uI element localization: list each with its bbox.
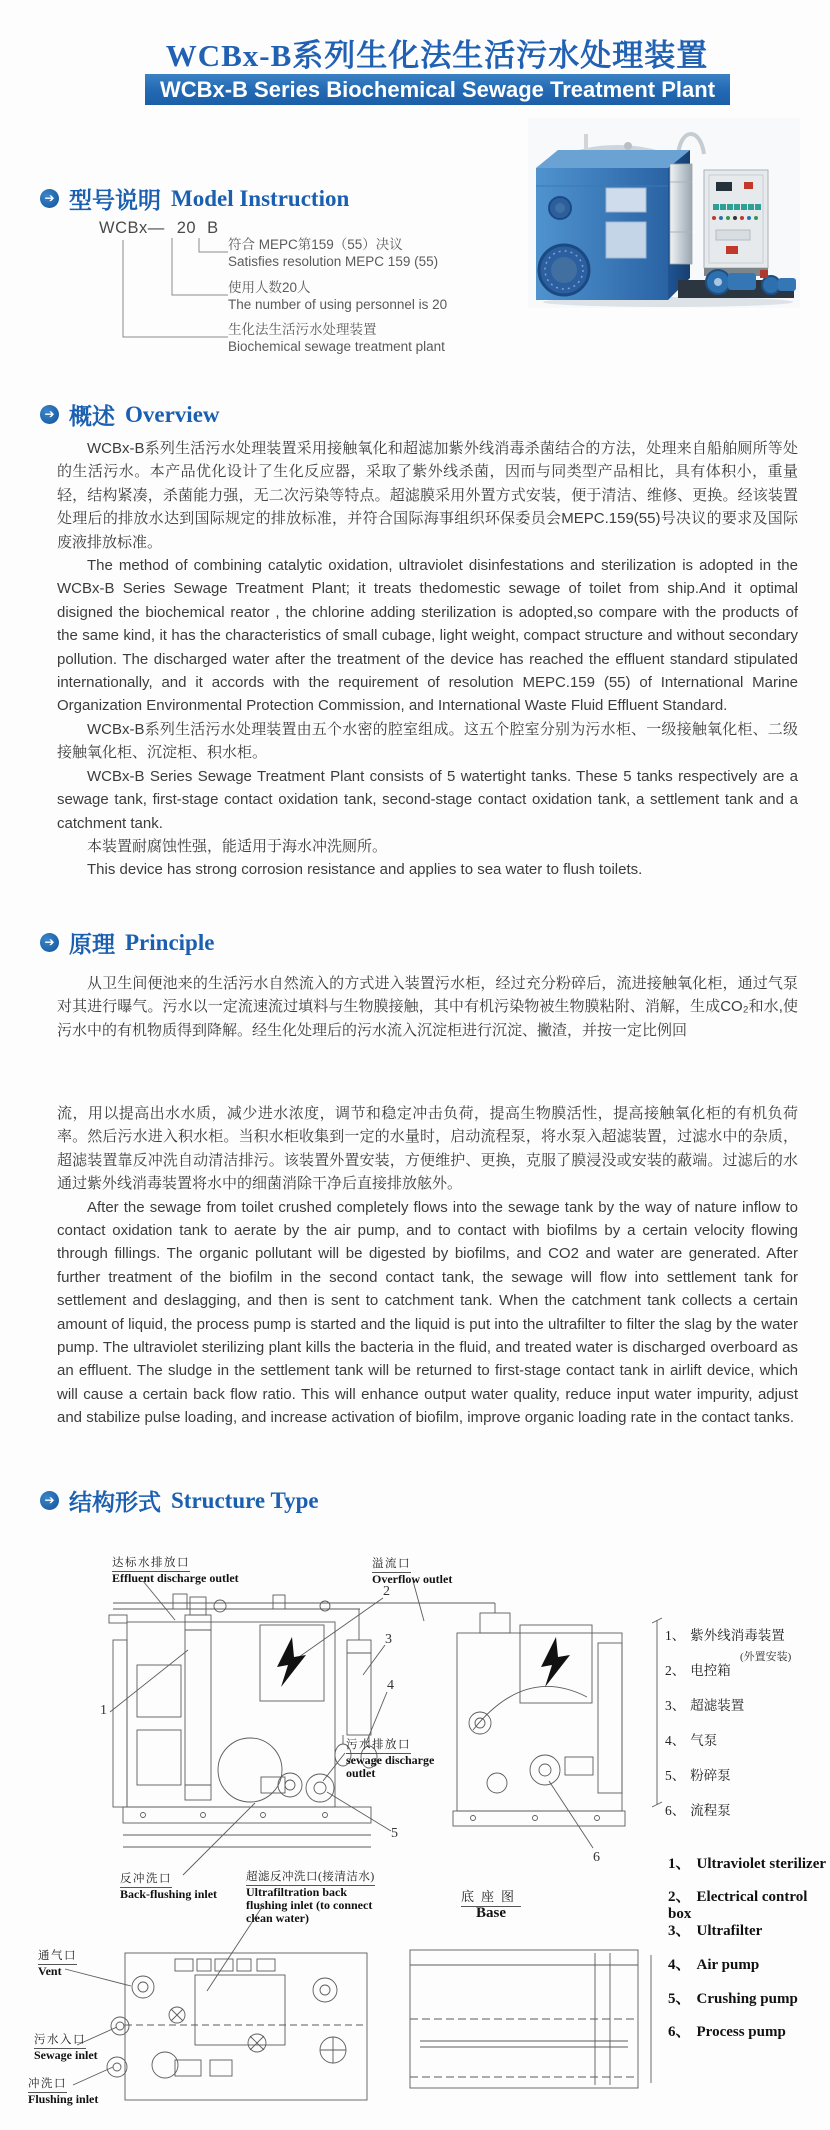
structure-diagram-drawing [25, 1545, 670, 2130]
model-code-suffix: B [207, 219, 219, 237]
model-callout-type-en: Biochemical sewage treatment plant [228, 339, 445, 354]
page-title: WCBx-B系列生化法生活污水处理装置 [165, 38, 709, 73]
legend-cn-num: 3、 [665, 1698, 686, 1713]
pump-motor [728, 273, 756, 290]
label-base-cn: 底座图 [461, 1886, 521, 1907]
overview-corrosion-cn: 本装置耐腐蚀性强，能适用于海水冲洗厕所。 [87, 837, 388, 855]
label-overflow-outlet [372, 1554, 452, 1586]
label-sewage-discharge-en: sewage discharge outlet [346, 1753, 435, 1780]
arrow-bullet-icon: ➔ [40, 933, 59, 952]
legend-en-item-2 [668, 1885, 830, 1923]
label-effluent-discharge-outlet [112, 1553, 239, 1585]
instruction-plate [606, 222, 646, 258]
legend-en-num: 5、 [668, 1991, 691, 2007]
principle-heading-cn: 原理 [69, 931, 115, 957]
legend-cn-label: 电控箱 [690, 1663, 731, 1678]
principle-section-heading [40, 926, 214, 959]
callout-number-3: 3 [385, 1632, 392, 1647]
product-photo [528, 112, 800, 308]
model-callout-personnel-cn: 使用人数20人 [228, 280, 311, 295]
arrow-bullet-icon: ➔ [40, 189, 59, 208]
label-back-flushing-inlet [120, 1869, 217, 1901]
model-callout-personnel [228, 279, 447, 313]
legend-cn-item-5 [665, 1764, 731, 1784]
model-connector-lines [90, 230, 235, 350]
legend-en-num: 6、 [668, 2024, 691, 2040]
overview-section-heading [40, 398, 220, 431]
principle-body-part2 [57, 1102, 798, 1430]
indicator-row-teal [713, 204, 761, 210]
legend-en-num: 4、 [668, 1957, 691, 1973]
tank-top-face [536, 150, 690, 168]
legend-cn-label: 紫外线消毒装置 [690, 1628, 785, 1643]
legend-cn-item-3 [665, 1694, 744, 1714]
overview-heading-en: Overview [125, 401, 220, 427]
principle-paragraph-en: After the sewage from toilet crushed completely flows into the sewage tank by the way of nature inflow to contact oxidation tank to aerate by the air pump, and to contact with biofilms by a certain velocity flowing through fillings. The organic pollutant will be digested by biofilms, and CO2 and water are generated. After further treatment of the biofilm in the second contact tank, the sewage will flow into settlement tank for settlement and deslagging, and then is sent to catchment tank. When the catchment tank collects a certain amount of liquid, the process pump is started and the liquid is put into the ultrafilter to filter the slag by the water pump. The ultraviolet sterilizing plant kills the bacteria in the fluid, and treated water is discharged overboard as an effluent. The sludge in the settlement tank will be returned to first-stage contact tank in airlift device, which will cause a certain back flow ratio. This will enhance output water quality, reduce input water impurity, adjust and stabilize pulse loading, and increase activation of biofilm, improve organic loading rate in the contact tanks. [57, 1198, 798, 1427]
legend-cn-item-4 [665, 1729, 717, 1749]
uv-sterilizer-cylinder [670, 164, 692, 264]
legend-en-num: 1、 [668, 1856, 691, 1872]
model-callout-resolution-en: Satisfies resolution MEPC 159 (55) [228, 254, 439, 269]
model-code-prefix: WCBx— [99, 219, 165, 237]
model-code-number: 20 [176, 219, 197, 237]
label-back-flushing-cn: 反冲洗口 [120, 1870, 172, 1888]
label-vent-cn: 通气口 [38, 1947, 77, 1965]
legend-cn-label: 超滤装置 [690, 1698, 745, 1713]
banner-subtitle: WCBx-B Series Biochemical Sewage Treatment Plant [145, 74, 730, 105]
label-uf-back-flushing-cn: 超滤反冲洗口(接清洁水) [246, 1868, 375, 1886]
legend-cn-item-1 [665, 1624, 785, 1644]
model-callout-personnel-en: The number of using personnel is 20 [228, 297, 448, 312]
label-sewage-inlet-cn: 污水入口 [34, 2031, 86, 2049]
label-base-plan [448, 1886, 534, 1920]
label-sewage-discharge-outlet [346, 1735, 441, 1780]
label-sewage-discharge-cn: 污水排放口 [346, 1736, 411, 1754]
legend-cn-num: 4、 [665, 1733, 686, 1748]
label-flushing-inlet [28, 2074, 98, 2106]
legend-en-item-1 [668, 1852, 826, 1873]
overview-tanks-cn: WCBx-B系列生活污水处理装置由五个水密的腔室组成。这五个腔室分别为污水柜、一级接触氧化柜、二级接触氧化柜、沉淀柜、积水柜。 [57, 720, 798, 762]
callout-number-5: 5 [391, 1826, 398, 1841]
label-sewage-inlet [34, 2030, 98, 2062]
lightning-bolt-icon [277, 1637, 306, 1687]
legend-en-label: Ultraviolet sterilizer [696, 1856, 827, 1872]
legend-en-item-4 [668, 1953, 759, 1974]
legend-en-label: Electrical control box [668, 1889, 808, 1922]
structure-heading-cn: 结构形式 [69, 1489, 161, 1515]
model-heading-cn: 型号说明 [69, 187, 161, 213]
principle-heading-en: Principle [125, 929, 215, 955]
legend-cn-num: 5、 [665, 1768, 686, 1783]
legend-en-label: Crushing pump [696, 1991, 798, 2007]
legend-en-item-3 [668, 1919, 762, 1940]
legend-cn-label: 流程泵 [690, 1803, 731, 1818]
arrow-bullet-icon: ➔ [40, 1491, 59, 1510]
lightning-bolt-icon [541, 1637, 570, 1687]
legend-cn-item-2 [665, 1659, 731, 1679]
label-effluent-en: Effluent discharge outlet [112, 1571, 239, 1585]
legend-external-install-note: (外置安装) [740, 1651, 792, 1663]
overview-tanks-en: WCBx-B Series Sewage Treatment Plant consists of 5 watertight tanks. These 5 tanks respectively are a sewage tank, first-stage contact oxidation tank, second-stage contact oxidation tank, a settlement tank and a catchment tank. [57, 767, 798, 832]
arrow-bullet-icon: ➔ [40, 405, 59, 424]
label-flushing-inlet-cn: 冲洗口 [28, 2075, 67, 2093]
label-uf-back-flushing-en: Ultrafiltration back flushing inlet (to connect clean water) [246, 1885, 373, 1925]
legend-en-num: 3、 [668, 1923, 691, 1939]
callout-number-4: 4 [387, 1678, 394, 1693]
callout-number-6: 6 [593, 1850, 600, 1865]
legend-en-item-5 [668, 1987, 798, 2008]
model-callout-type [228, 321, 445, 355]
callout-number-2: 2 [383, 1584, 390, 1599]
legend-en-label: Ultrafilter [696, 1923, 763, 1939]
label-vent-en: Vent [38, 1964, 62, 1978]
name-plate [606, 188, 646, 212]
overview-paragraph-en: The method of combining catalytic oxidation, ultraviolet disinfestations and sterilization is adopted in the WCBx-B Series Sewage Treatment Plant; it treats thedomestic sewage of toilet from ship.And it optimal disigned the biochemical reator , the chlorine adding sterilization is adopted,so compare with the products of the same kind, it has the characteristics of small cubage, light weight, compact structure and without secondary pollution. The discharged water after the treatment of the device has reached the effluent standard stipulated internationally, and it accords with the requirement of resolution MEPC.159 (55) of International Marine Organization Environmental Protection Commission, and International Waste Fluid Effluent Standard. [57, 557, 798, 715]
legend-en-label: Air pump [696, 1957, 760, 1973]
label-vent [38, 1946, 77, 1978]
legend-en-item-6 [668, 2020, 786, 2041]
callout-number-1: 1 [100, 1703, 107, 1718]
label-overflow-cn: 溢流口 [372, 1555, 411, 1573]
legend-en-label: Process pump [696, 2024, 786, 2040]
legend-cn-num: 1、 [665, 1628, 686, 1643]
legend-cn-label: 粉碎泵 [690, 1768, 731, 1783]
label-back-flushing-en: Back-flushing inlet [120, 1887, 218, 1901]
legend-cn-label: 气泵 [690, 1733, 718, 1748]
principle-paragraph-cn-1: 从卫生间便池来的生活污水自然流入的方式进入装置污水柜，经过充分粉碎后，流进接触氧化柜，通过气泵对其进行曝气。污水以一定流速流过填料与生物膜接触，其中有机污染物被生物膜粘附、消解，生成CO₂和水,使污水中的有机物质得到降解。经生化处理后的污水流入沉淀柜进行沉淀、撇渣，并按一定比例回 [57, 975, 798, 1039]
structure-heading-en: Structure Type [171, 1487, 319, 1513]
overview-paragraph-cn: WCBx-B系列生活污水处理装置采用接触氧化和超滤加紫外线消毒杀菌结合的方法，处理来自船舶厕所等处的生活污水。本产品优化设计了生化反应器，采取了紫外线杀菌，因而与同类型产品相比，具有体积小，重量轻，结构紧凑，杀菌能力强，无二次污染等特点。超滤膜采用外置方式安装，便于清洁、维修、更换。经该装置处理后的排放水达到国际规定的排放标准，并符合国际海事组织环保委员会MEPC.159(55)号决议的要求及国际废液排放标准。 [57, 440, 798, 551]
legend-en-num: 2、 [668, 1889, 691, 1905]
structure-section-heading [40, 1484, 319, 1517]
label-effluent-cn: 达标水排放口 [112, 1554, 190, 1572]
overview-heading-cn: 概述 [69, 403, 115, 429]
overview-corrosion-en: This device has strong corrosion resistance and applies to sea water to flush toilets. [87, 861, 643, 879]
product-photo-art [528, 112, 800, 308]
principle-paragraph-cn-2: 流，用以提高出水水质，减少进水浓度，调节和稳定冲击负荷，提高生物膜活性，提高接触氧化柜的有机负荷率。然后污水进入积水柜。当积水柜收集到一定的水量时，启动流程泵，将水泵入超滤装置，过滤水中的杂质，超滤装置靠反冲洗自动清洁排污。该装置外置安装，方便维护、更换，克服了膜浸没或安装的蔽端。过滤后的水通过紫外线消毒装置将水中的细菌消除干净后直接排放舷外。 [57, 1105, 798, 1193]
legend-cn-num: 2、 [665, 1663, 686, 1678]
model-callout-type-cn: 生化法生活污水处理装置 [228, 322, 377, 337]
label-sewage-inlet-en: Sewage inlet [34, 2048, 98, 2062]
principle-body-part1 [57, 972, 798, 1042]
model-callout-resolution-cn: 符合 MEPC第159（55）决议 [228, 237, 403, 252]
model-callout-resolution [228, 236, 438, 270]
legend-cn-num: 6、 [665, 1803, 686, 1818]
label-ultrafiltration-back-flushing-inlet [246, 1867, 378, 1925]
model-section-heading [40, 182, 349, 215]
label-overflow-en: Overflow outlet [372, 1572, 453, 1586]
legend-cn-item-6 [665, 1799, 731, 1819]
label-base-en: Base [476, 1905, 506, 1921]
label-flushing-inlet-en: Flushing inlet [28, 2092, 99, 2106]
overview-body [57, 437, 798, 882]
model-heading-en: Model Instruction [171, 185, 350, 211]
